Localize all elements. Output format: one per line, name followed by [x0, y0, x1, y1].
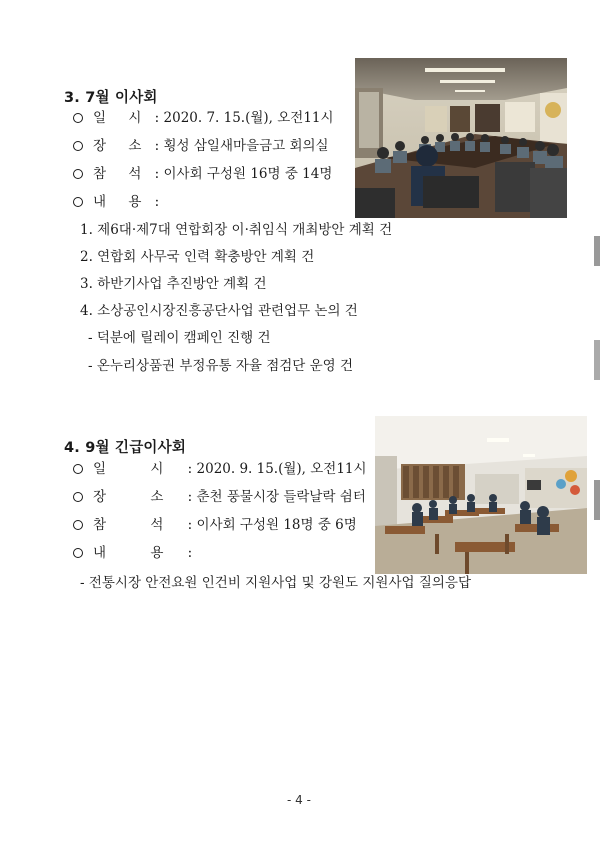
list-item: 3. 하반기사업 추진방안 계획 건 — [80, 276, 267, 292]
circle-bullet-icon — [73, 169, 83, 179]
meeting-room-photo — [355, 58, 567, 218]
attendance-label: 참 석 — [93, 166, 151, 182]
sept-attendance-row — [73, 515, 357, 535]
scan-edge-mark — [594, 236, 600, 266]
circle-bullet-icon — [73, 197, 83, 207]
place-label: 장 소 — [93, 138, 151, 154]
content-label: 내 용 — [93, 194, 151, 210]
content-value: : — [187, 545, 193, 561]
shelter-meeting-photo — [375, 416, 587, 574]
section-title-july-board: 3. 7월 이사회 — [64, 90, 158, 106]
place-value: : 춘천 풍물시장 들락날락 쉼터 — [187, 489, 366, 505]
circle-bullet-icon — [73, 548, 83, 558]
circle-bullet-icon — [73, 113, 83, 123]
july-place-row — [73, 136, 329, 156]
july-date-row — [73, 108, 334, 128]
attendance-label: 참 석 — [93, 517, 184, 533]
sept-content-row — [73, 543, 192, 563]
date-value: : 2020. 7. 15.(월), 오전11시 — [154, 110, 334, 126]
date-label: 일 시 — [93, 110, 151, 126]
date-value: : 2020. 9. 15.(월), 오전11시 — [187, 461, 367, 477]
circle-bullet-icon — [73, 492, 83, 502]
circle-bullet-icon — [73, 520, 83, 530]
list-item: 4. 소상공인시장진흥공단사업 관련업무 논의 건 — [80, 303, 358, 319]
content-label: 내 용 — [93, 545, 184, 561]
july-content-row — [73, 192, 159, 212]
sub-list-item: - 덕분에 릴레이 캠페인 진행 건 — [88, 330, 271, 346]
july-attendance-row — [73, 164, 332, 184]
date-label: 일 시 — [93, 461, 184, 477]
place-value: : 횡성 삼일새마을금고 회의실 — [154, 138, 329, 154]
attendance-value: : 이사회 구성원 16명 중 14명 — [154, 166, 333, 182]
sub-list-item: - 온누리상품권 부정유통 자율 점검단 운영 건 — [88, 358, 354, 374]
list-item: 2. 연합회 사무국 인력 확충방안 계획 건 — [80, 249, 315, 265]
place-label: 장 소 — [93, 489, 184, 505]
sept-place-row — [73, 487, 366, 507]
sept-note: - 전통시장 안전요원 인건비 지원사업 및 강원도 지원사업 질의응답 — [80, 575, 471, 591]
scan-edge-mark — [594, 340, 600, 380]
content-value: : — [154, 194, 160, 210]
scan-edge-mark — [594, 480, 600, 520]
section-title-september-board: 4. 9월 긴급이사회 — [64, 440, 187, 456]
page-number: - 4 - — [287, 793, 311, 807]
circle-bullet-icon — [73, 464, 83, 474]
sept-date-row — [73, 459, 367, 479]
circle-bullet-icon — [73, 141, 83, 151]
list-item: 1. 제6대·제7대 연합회장 이·취임식 개최방안 계획 건 — [80, 222, 393, 238]
attendance-value: : 이사회 구성원 18명 중 6명 — [187, 517, 357, 533]
